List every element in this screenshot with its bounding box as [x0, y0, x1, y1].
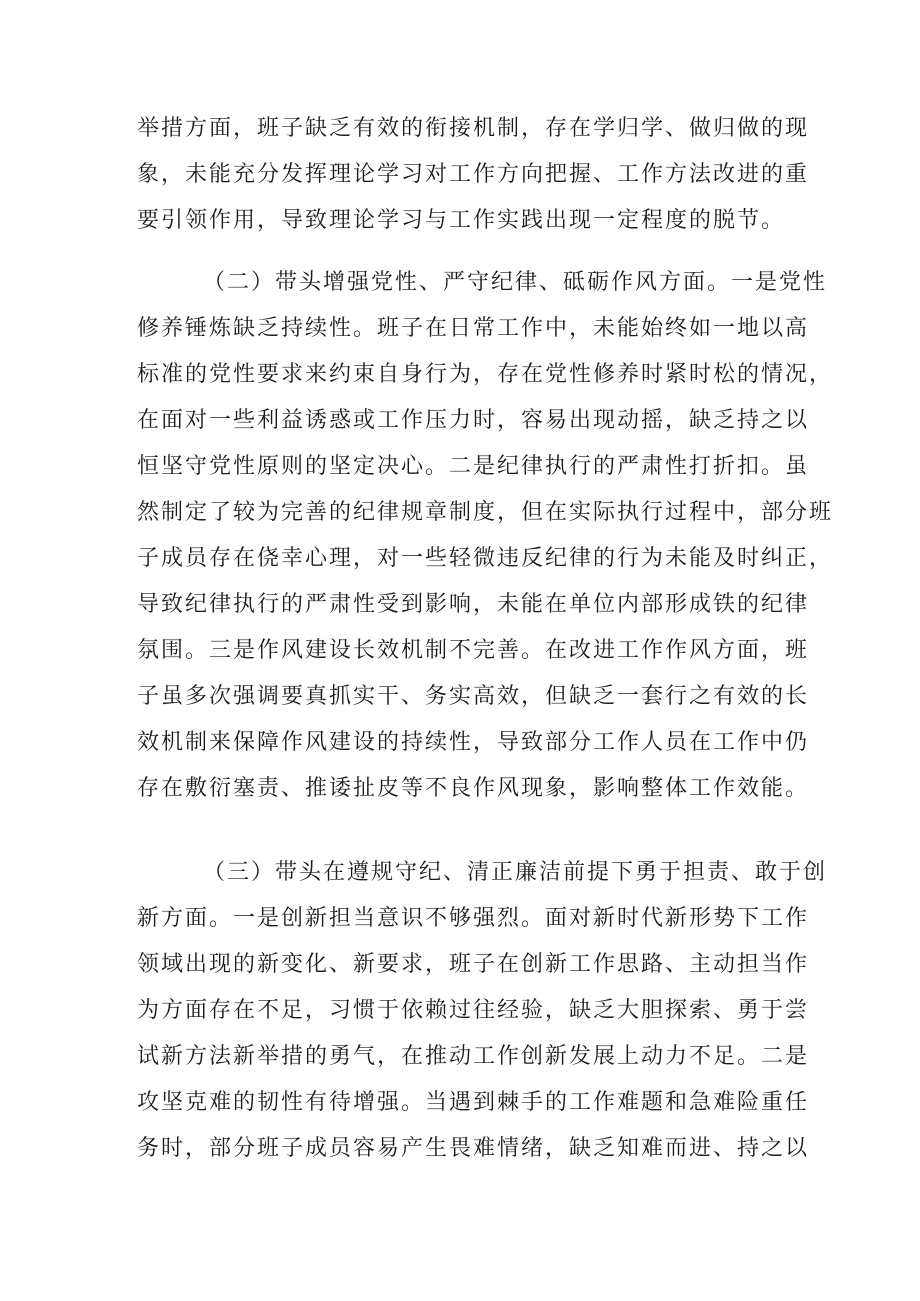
text-line: 在面对一些利益诱惑或工作压力时，容易出现动摇，缺乏持之以 — [137, 408, 810, 433]
text-line: 务时，部分班子成员容易产生畏难情绪，缺乏知难而进、持之以 — [137, 1136, 810, 1161]
paragraph-continuation — [137, 106, 810, 244]
text-line: 标准的党性要求来约束自身行为，存在党性修养时紧时松的情况， — [137, 362, 834, 387]
section-heading-line: （二）带头增强党性、严守纪律、砥砺作风方面。一是党性 — [203, 270, 828, 295]
text-line: 举措方面，班子缺乏有效的衔接机制，存在学归学、做归做的现 — [137, 116, 810, 141]
text-line: 攻坚克难的韧性有待增强。当遇到棘手的工作难题和急难险重任 — [137, 1090, 810, 1115]
text-line: 然制定了较为完善的纪律规章制度，但在实际执行过程中，部分班 — [137, 500, 834, 525]
paragraph-section-3 — [137, 850, 828, 1172]
text-line: 导致纪律执行的严肃性受到影响，未能在单位内部形成铁的纪律 — [137, 592, 810, 617]
text-line: 要引领作用，导致理论学习与工作实践出现一定程度的脱节。 — [137, 208, 786, 233]
paragraph-section-2 — [137, 260, 834, 812]
text-line: 领域出现的新变化、新要求，班子在创新工作思路、主动担当作 — [137, 952, 810, 977]
text-line: 恒坚守党性原则的坚定决心。二是纪律执行的严肃性打折扣。虽 — [137, 454, 810, 479]
text-line: 子虽多次强调要真抓实干、务实高效，但缺乏一套行之有效的长 — [137, 684, 810, 709]
text-line: 氛围。三是作风建设长效机制不完善。在改进工作作风方面，班 — [137, 638, 810, 663]
text-line: 修养锤炼缺乏持续性。班子在日常工作中，未能始终如一地以高 — [137, 316, 810, 341]
text-line: 存在敷衍塞责、推诿扯皮等不良作风现象，影响整体工作效能。 — [137, 776, 810, 801]
text-line: 试新方法新举措的勇气，在推动工作创新发展上动力不足。二是 — [137, 1044, 810, 1069]
text-line: 象，未能充分发挥理论学习对工作方向把握、工作方法改进的重 — [137, 162, 810, 187]
section-heading-line: （三）带头在遵规守纪、清正廉洁前提下勇于担责、敢于创 — [203, 860, 828, 885]
text-line: 子成员存在侥幸心理，对一些轻微违反纪律的行为未能及时纠正， — [137, 546, 834, 571]
text-line: 效机制来保障作风建设的持续性，导致部分工作人员在工作中仍 — [137, 730, 810, 755]
text-line: 新方面。一是创新担当意识不够强烈。面对新时代新形势下工作 — [137, 906, 810, 931]
text-line: 为方面存在不足，习惯于依赖过往经验，缺乏大胆探索、勇于尝 — [137, 998, 810, 1023]
